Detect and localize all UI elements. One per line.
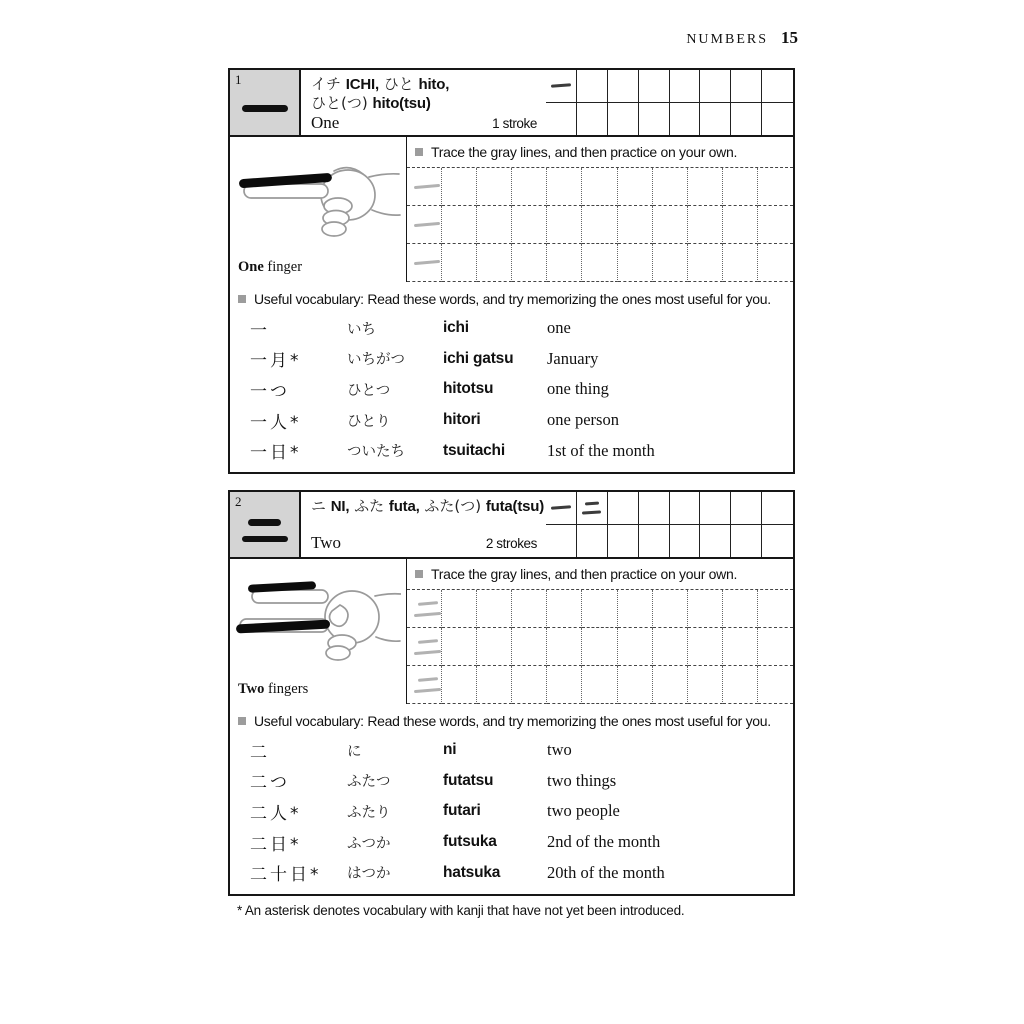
vocab-kana: ひとり [347,413,391,430]
entry-number: 2 [235,494,242,509]
page-number: 15 [781,28,798,47]
vocab-kana: ふたつ [347,774,391,791]
practice-cell[interactable] [723,628,758,666]
vocab-rows [230,735,793,894]
vocab-kana: いちがつ [347,352,405,369]
practice-cell[interactable] [512,244,547,282]
practice-cell[interactable] [688,168,723,206]
practice-cell[interactable] [512,168,547,206]
vocab-kana: はつか [347,866,391,883]
one-finger-hand-icon [236,143,401,251]
square-bullet-icon [415,148,423,156]
practice-cell[interactable] [477,628,512,666]
practice-cell[interactable] [582,628,617,666]
practice-cell[interactable] [758,168,793,206]
vocab-kanji: 二つ [250,773,290,794]
two-fingers-hand-icon [236,565,401,673]
vocab-kanji: 一人* [250,412,302,433]
stroke-order-cell [731,70,762,103]
readings-area [301,70,546,135]
practice-cell[interactable] [547,666,582,704]
vocab-english: two things [547,770,617,790]
practice-cell[interactable] [407,206,442,244]
practice-cell[interactable] [618,206,653,244]
practice-area [407,137,793,282]
practice-cell[interactable] [477,244,512,282]
stroke-order-cell [731,103,762,136]
stroke-order-cell [546,525,577,558]
practice-cell[interactable] [582,666,617,704]
reading-line: イチ ICHI, ひと hito, [311,75,450,93]
practice-cell[interactable] [547,590,582,628]
practice-cell[interactable] [547,244,582,282]
vocab-heading [230,704,793,730]
vocab-romaji: ni [443,741,457,759]
stroke-count: 2 strokes [485,536,537,551]
stroke-order-cell [670,525,701,558]
stroke-order-cell [577,492,608,525]
practice-cell[interactable] [582,206,617,244]
kanji-entry-one [228,68,795,474]
practice-cell[interactable] [653,666,688,704]
chapter-title: NUMBERS [686,32,768,47]
stroke-order-cell [762,525,793,558]
running-head [686,28,798,48]
vocab-kana: いち [347,321,376,338]
vocab-english: two people [547,801,620,821]
practice-cell[interactable] [653,206,688,244]
vocab-row [230,408,793,433]
square-bullet-icon [238,295,246,303]
stroke-order-cell [700,492,731,525]
practice-cell[interactable] [477,168,512,206]
hand-caption-rest: finger [263,259,303,275]
vocab-kanji: 一日* [250,443,302,464]
practice-cell[interactable] [723,206,758,244]
vocab-kanji: 一つ [250,381,290,402]
practice-cell[interactable] [723,666,758,704]
kanji-entry-two [228,490,795,896]
practice-cell[interactable] [477,590,512,628]
practice-cell[interactable] [688,628,723,666]
vocab-row [230,346,793,371]
hand-caption-bold: One [238,259,264,275]
kanji-meaning: Two [311,533,341,552]
practice-cell[interactable] [618,666,653,704]
hand-illustration-box [230,137,407,282]
vocab-row [230,316,793,341]
vocab-row [230,768,793,793]
practice-cell[interactable] [653,628,688,666]
vocab-english: 20th of the month [547,862,665,882]
vocab-kanji: 二十日* [250,865,322,886]
vocab-kana: に [347,743,362,760]
trace-instruction-text: Trace the gray lines, and then practice on your own. [431,144,738,160]
stroke-order-cell [700,525,731,558]
vocab-english: one person [547,410,619,430]
stroke-order-cell [762,70,793,103]
practice-cell[interactable] [442,168,477,206]
practice-cell[interactable] [758,628,793,666]
practice-cell[interactable] [442,666,477,704]
practice-cell[interactable] [582,590,617,628]
stroke-order-cell [577,525,608,558]
square-bullet-icon [415,570,423,578]
practice-cell[interactable] [407,666,442,704]
stroke-order-cell [762,103,793,136]
practice-cell[interactable] [653,168,688,206]
hand-caption [238,259,302,276]
readings [311,75,537,113]
practice-cell[interactable] [442,628,477,666]
practice-grid[interactable] [407,589,793,704]
practice-cell[interactable] [688,244,723,282]
kanji-meaning: One [311,113,340,132]
practice-cell[interactable] [512,590,547,628]
practice-cell[interactable] [547,206,582,244]
vocab-romaji: tsuitachi [443,441,505,459]
vocab-heading-text: Useful vocabulary: Read these words, and try memorizing the ones most useful for you. [254,291,771,307]
vocab-romaji: futatsu [443,771,494,789]
vocab-english: one thing [547,379,609,399]
vocabulary-section [230,704,793,894]
entry-header [230,70,793,137]
kanji-box [230,492,301,557]
hand-caption [238,681,308,698]
vocab-english: two [547,740,572,760]
stroke-order-cell [546,492,577,525]
practice-cell[interactable] [618,168,653,206]
vocab-romaji: futsuka [443,833,497,851]
vocab-row [230,860,793,885]
asterisk-footnote: * An asterisk denotes vocabulary with kanji that have not yet been introduced. [237,903,685,918]
practice-cell[interactable] [582,168,617,206]
practice-cell[interactable] [758,666,793,704]
practice-cell[interactable] [723,168,758,206]
vocab-kanji: 一 [250,320,270,341]
practice-cell[interactable] [758,206,793,244]
trace-instruction [407,137,793,167]
vocab-row [230,738,793,763]
vocab-heading-text: Useful vocabulary: Read these words, and try memorizing the ones most useful for you. [254,713,771,729]
practice-cell[interactable] [688,206,723,244]
stroke-order-cell [731,492,762,525]
vocab-romaji: hitori [443,411,481,429]
entry-header [230,492,793,559]
vocab-kana: ひとつ [347,382,391,399]
stroke-order-cell [700,103,731,136]
practice-cell[interactable] [653,590,688,628]
practice-cell[interactable] [407,590,442,628]
vocab-kanji: 二人* [250,803,302,824]
practice-cell[interactable] [477,666,512,704]
practice-cell[interactable] [758,590,793,628]
practice-cell[interactable] [582,244,617,282]
practice-cell[interactable] [758,244,793,282]
vocab-english: 1st of the month [547,440,655,460]
meaning-row [311,533,537,553]
stroke-order-cell [608,70,639,103]
vocab-romaji: hitotsu [443,380,494,398]
practice-cell[interactable] [477,206,512,244]
vocab-rows [230,313,793,472]
practice-cell[interactable] [723,244,758,282]
vocab-kana: ふたり [347,804,391,821]
reading-line: ニ NI, ふた futa, ふた(つ) futa(tsu) [311,497,545,515]
practice-cell[interactable] [688,666,723,704]
stroke-count: 1 stroke [492,116,537,131]
vocab-romaji: futari [443,802,481,820]
stroke-order-cell [608,492,639,525]
stroke-order-cell [608,103,639,136]
vocab-kana: ついたち [347,444,405,461]
hand-illustration-box [230,559,407,704]
practice-cell[interactable] [442,244,477,282]
practice-cell[interactable] [547,628,582,666]
vocab-row [230,438,793,463]
stroke-order-cell [577,103,608,136]
practice-cell[interactable] [653,244,688,282]
vocab-kana: ふつか [347,835,391,852]
vocab-romaji: ichi gatsu [443,349,514,367]
vocab-row [230,830,793,855]
stroke-order-cell [762,492,793,525]
practice-cell[interactable] [618,244,653,282]
stroke-order-cell [546,103,577,136]
stroke-order-cell [670,103,701,136]
stroke-order-cell [670,492,701,525]
readings [311,497,545,516]
stroke-order-cell [670,70,701,103]
vocab-heading [230,282,793,308]
practice-cell[interactable] [512,628,547,666]
entry-number: 1 [235,72,242,87]
practice-cell[interactable] [512,666,547,704]
kanji-glyph [230,504,299,557]
reading-line: ひと(つ) hito(tsu) [311,94,431,112]
kanji-box [230,70,301,135]
vocab-english: 2nd of the month [547,832,661,852]
vocab-romaji: hatsuka [443,863,501,881]
vocabulary-section [230,282,793,472]
trace-instruction-text: Trace the gray lines, and then practice on your own. [431,566,738,582]
practice-area [407,559,793,704]
vocab-kanji: 一月* [250,351,302,372]
stroke-order-cell [639,103,670,136]
stroke-order-cell [577,70,608,103]
vocab-kanji: 二日* [250,834,302,855]
stroke-order-cell [639,525,670,558]
vocab-romaji: ichi [443,319,469,337]
stroke-order-grid [546,70,793,135]
vocab-english: one [547,318,571,338]
vocab-kanji: 二 [250,742,270,763]
entry-middle [230,559,793,704]
practice-cell[interactable] [618,590,653,628]
stroke-order-cell [731,525,762,558]
square-bullet-icon [238,717,246,725]
stroke-order-grid [546,492,793,557]
stroke-order-cell [639,70,670,103]
practice-cell[interactable] [442,206,477,244]
kanji-glyph [230,82,299,135]
practice-cell[interactable] [512,206,547,244]
practice-cell[interactable] [723,590,758,628]
vocab-row [230,377,793,402]
readings-area [301,492,546,557]
stroke-order-cell [639,492,670,525]
vocab-english: January [547,348,599,368]
hand-caption-bold: Two [238,681,265,697]
practice-cell[interactable] [442,590,477,628]
meaning-row [311,113,537,133]
stroke-order-cell [546,70,577,103]
practice-cell[interactable] [618,628,653,666]
practice-cell[interactable] [547,168,582,206]
stroke-order-cell [700,70,731,103]
practice-cell[interactable] [407,168,442,206]
practice-cell[interactable] [407,628,442,666]
hand-caption-rest: fingers [264,681,309,697]
vocab-row [230,799,793,824]
stroke-order-cell [608,525,639,558]
practice-cell[interactable] [688,590,723,628]
practice-cell[interactable] [407,244,442,282]
practice-grid[interactable] [407,167,793,282]
entry-middle [230,137,793,282]
trace-instruction [407,559,793,589]
